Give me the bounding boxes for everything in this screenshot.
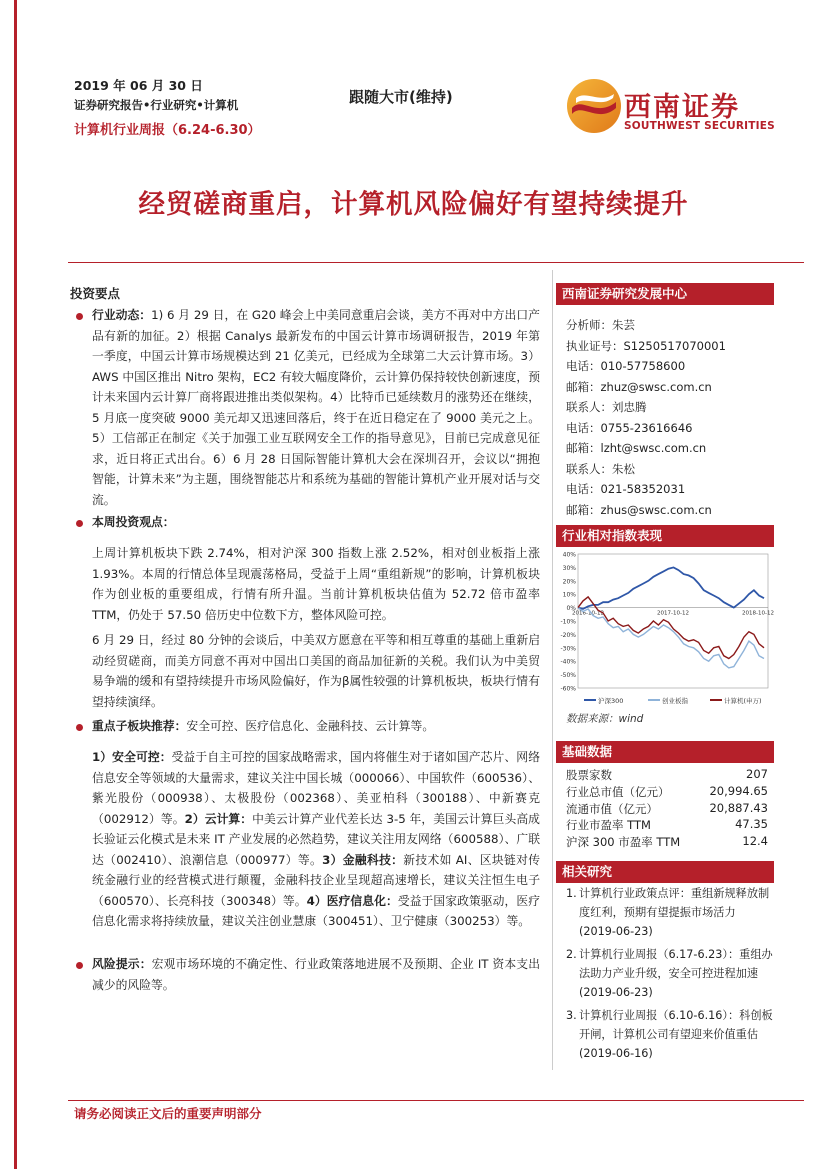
legend-label: 沪深300 — [598, 697, 624, 705]
risk-label: 风险提示： — [92, 957, 152, 971]
sector-2-text: 中美云计算产业代差长达 3-5 年，美国云计算巨头高成长验证云化模式是未来 IT 产业发展的必然趋势，建议关注用友网络（600588）、广联达（002410）、浪潮信息（000977）等。 — [92, 811, 540, 867]
contact-3-name: 联系人：朱松 — [566, 461, 635, 476]
basic-data-row — [566, 767, 768, 783]
logo-english-name: SOUTHWEST SECURITIES — [624, 120, 775, 132]
analyst-name: 分析师：朱芸 — [566, 318, 635, 332]
contact-2-phone: 电话：0755-23616646 — [566, 420, 693, 435]
related-research-date: (2019-06-16) — [579, 1047, 653, 1060]
legend-label: 创业板指 — [662, 697, 688, 705]
sector-recommendation-text: 安全可控、医疗信息化、金融科技、云计算等。 — [186, 719, 435, 733]
y-tick-label: -30% — [560, 645, 576, 653]
basic-data-value: 47.35 — [735, 817, 768, 832]
y-tick-label: 40% — [562, 551, 576, 559]
contact-3-phone: 电话：021-58352031 — [566, 482, 686, 496]
related-research-title: 计算机行业周报（6.17-6.23）：重组办法助力产业升级，安全可控进程加速 — [579, 948, 773, 980]
column-divider — [552, 270, 553, 1070]
relative-index-chart — [556, 548, 776, 708]
y-tick-label: 0% — [566, 605, 576, 613]
basic-data-key: 股票家数 — [566, 768, 612, 782]
footer-divider — [68, 1100, 804, 1101]
basic-data-value: 20,994.65 — [709, 783, 768, 798]
basic-data-key: 沪深 300 市盈率 TTM — [566, 835, 681, 850]
related-research-number: 3. — [566, 1009, 577, 1022]
related-research-item[interactable] — [566, 1006, 776, 1063]
chart-heading: 行业相对指数表现 — [556, 525, 774, 547]
sector-4-label: 4）医疗信息化： — [306, 893, 398, 908]
y-tick-label: 30% — [562, 564, 576, 572]
left-accent-bar — [14, 0, 17, 1169]
footer-disclaimer: 请务必阅读正文后的重要声明部分 — [74, 1106, 262, 1121]
report-title: 经贸磋商重启，计算机风险偏好有望持续提升 — [138, 189, 689, 220]
bullet-icon — [76, 313, 83, 320]
report-type: 证券研究报告•行业研究•计算机 — [74, 98, 239, 112]
analyst-phone: 电话：010-57758600 — [566, 359, 686, 373]
related-research-date: (2019-06-23) — [579, 986, 653, 999]
sector-recommendation-heading — [92, 716, 540, 737]
industry-news-paragraph — [92, 305, 540, 510]
report-subtitle: 计算机行业周报（6.24-6.30） — [74, 123, 261, 138]
sector-details-paragraph — [92, 747, 540, 932]
logo-chinese-name: 西南证券 — [624, 92, 740, 123]
basic-data-key: 行业市盈率 TTM — [566, 818, 651, 833]
basic-data-key: 行业总市值（亿元） — [566, 784, 670, 799]
related-research-title: 计算机行业政策点评：重组新规释放制度红利，预期有望提振市场活力 — [579, 887, 770, 919]
related-research-title: 计算机行业周报（6.10-6.16）：科创板开闸，计算机公司有望迎来价值重估 — [579, 1009, 773, 1041]
sector-2-label: 2）云计算： — [184, 811, 253, 826]
y-tick-label: -20% — [560, 631, 576, 639]
basic-data-key: 流通市值（亿元） — [566, 801, 658, 816]
investment-view-paragraph-1: 上周计算机板块下跌 2.74%，相对沪深 300 指数上涨 2.52%，相对创业板指上涨 1.93%。本周的行情总体呈现震荡格局，受益于上周“重组新规”的影响，计算机板块作为创业板的重要组成，行情有所升温。当前计算机板块估值为 52.72 倍市盈率 TTM，仍处于 57.50 倍历史中位数下方，整体风险可控。 — [92, 546, 540, 622]
report-date: 2019 年 06 月 30 日 — [74, 78, 203, 93]
x-tick-label: 2017-10-12 — [657, 610, 689, 617]
section-title: 投资要点 — [70, 286, 121, 301]
industry-news-text: 1) 6 月 29 日，在 G20 峰会上中美同意重启会谈，美方不再对中方出口产品有新的加征。2）根据 Canalys 最新发布的中国云计算市场调研报告，2019 年第一季度，中国云计算市场规模达到 21 亿美元，已经成为全球第二大云计算市场。3）AWS 中国区推出 Nitro 架构，EC2 有较大幅度降价，云计算仍保持较快创新速度，预计未来国内云计算厂商将跟进推出类似架构。4）比特币已延续数月的涨势还在继续，5 月底一度突破 9000 美元却又迅速回落后，终于在近日稳定在了 9000 美元之上。5）工信部正在制定《关于加强工业互联网安全工作的指导意见》，目前已完成意见征求，近日将正式出台。6）6 月 28 日国际智能计算机大会在深圳召开，会议以“拥抱智能，计算未来”为主题，围绕智能芯片和系统为基础的智能计算机产业开展对话与交流。 — [92, 308, 540, 507]
y-tick-label: -60% — [560, 685, 576, 693]
related-research-heading: 相关研究 — [556, 861, 774, 883]
related-research-number: 2. — [566, 948, 577, 961]
industry-news-label: 行业动态： — [92, 308, 152, 322]
bullet-icon — [76, 724, 83, 731]
investment-view-paragraph-2: 6 月 29 日，经过 80 分钟的会谈后，中美双方愿意在平等和相互尊重的基础上重新启动经贸磋商，而美方同意不再对中国出口美国的商品加征新的关税。我们认为中美贸易争端的缓和有望持续提升市场风险偏好，作为β属性较强的计算机板块，板块行情有望持续演绎。 — [92, 633, 540, 709]
chart-data-source: 数据来源：wind — [566, 713, 644, 725]
contact-block — [566, 315, 776, 520]
sector-4-text: 受益于国家政策驱动，医疗信息化需求将持续放量，建议关注创业慧康（300451）、卫宁健康（300253）等。 — [92, 893, 540, 928]
basic-data-row — [566, 834, 768, 850]
sector-3-label: 3）金融科技： — [322, 852, 404, 867]
contact-2-email: 邮箱：lzht@swsc.com.cn — [566, 441, 707, 455]
x-tick-label: 2018-10-12 — [742, 610, 774, 617]
y-tick-label: -10% — [560, 618, 576, 626]
basic-data-row — [566, 817, 768, 833]
related-research-number: 1. — [566, 887, 577, 900]
related-research-item[interactable] — [566, 945, 776, 1002]
risk-paragraph — [92, 954, 540, 995]
y-tick-label: 20% — [562, 578, 576, 586]
contact-3-email: 邮箱：zhus@swsc.com.cn — [566, 502, 712, 517]
risk-text: 宏观市场环境的不确定性、行业政策落地进展不及预期、企业 IT 资本支出减少的风险等。 — [92, 957, 540, 992]
basic-data-heading: 基础数据 — [556, 741, 774, 763]
basic-data-row — [566, 801, 768, 817]
investment-view-label: 本周投资观点： — [92, 515, 175, 529]
contact-2-name: 联系人：刘忠腾 — [566, 400, 647, 414]
related-research-list — [566, 884, 776, 1067]
company-logo-icon — [566, 78, 622, 134]
investment-view-heading — [92, 512, 540, 533]
rating: 跟随大市(维持) — [349, 88, 453, 106]
bullet-icon — [76, 520, 83, 527]
basic-data-value: 207 — [746, 767, 768, 781]
research-center-heading: 西南证券研究发展中心 — [556, 283, 774, 305]
y-tick-label: -50% — [560, 672, 576, 680]
analyst-license: 执业证号：S1250517070001 — [566, 338, 726, 353]
sector-1-label: 1）安全可控： — [92, 750, 172, 764]
basic-data-value: 20,887.43 — [709, 800, 768, 815]
related-research-item[interactable] — [566, 884, 776, 941]
sector-recommendation-label: 重点子板块推荐： — [92, 719, 187, 733]
y-tick-label: 10% — [562, 591, 576, 599]
title-divider — [68, 262, 804, 263]
y-tick-label: -40% — [560, 658, 576, 666]
basic-data-row — [566, 784, 768, 800]
bullet-icon — [76, 962, 83, 969]
legend-label: 计算机(申万) — [724, 697, 762, 705]
sector-1-text: 受益于自主可控的国家战略需求，国内将催生对于诸如国产芯片、网络信息安全等领域的大量需求，建议关注中国长城（000066）、中国软件（600536）、紫光股份（000938）、太极股份（002368）、美亚柏科（300188）、中新赛克（002912）等。 — [92, 750, 540, 826]
analyst-email: 邮箱：zhuz@swsc.com.cn — [566, 379, 712, 394]
series-line — [578, 567, 764, 609]
basic-data-value: 12.4 — [742, 834, 768, 849]
sector-3-text: 新技术如 AI、区块链对传统金融行业的经营模式进行颠覆，金融科技企业呈现超高速增长，建议关注恒生电子（600570）、长亮科技（300348）等。 — [92, 852, 540, 908]
x-tick-label: 2016-10-12 — [572, 610, 604, 617]
related-research-date: (2019-06-23) — [579, 925, 653, 938]
